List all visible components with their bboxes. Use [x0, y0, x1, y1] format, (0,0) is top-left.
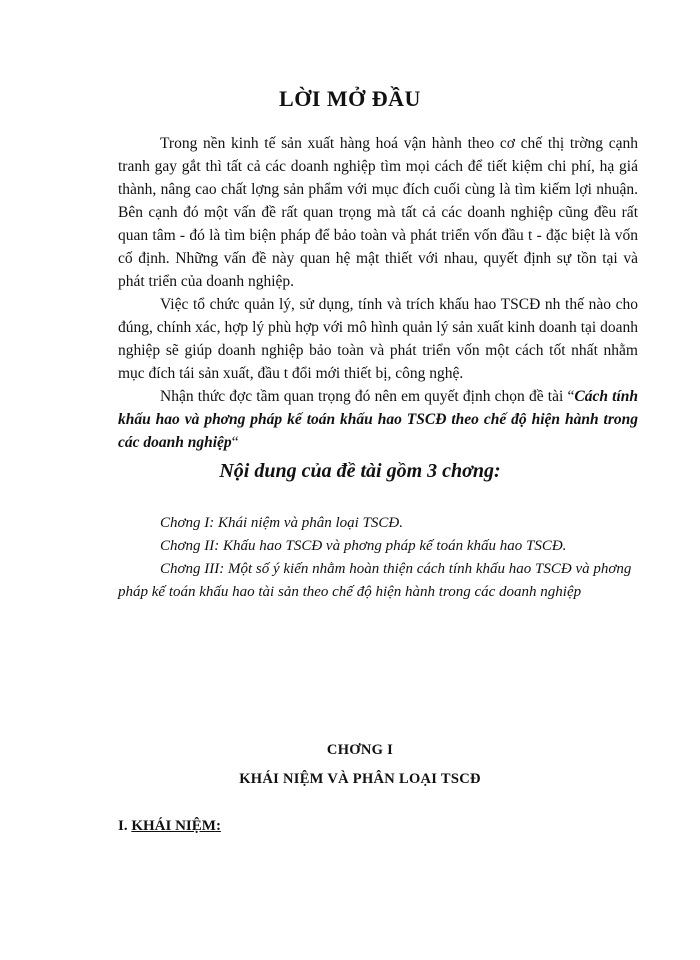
- intro-section: [118, 132, 638, 454]
- chapter-list-item-2: Chơng II: Khấu hao TSCĐ và phơng pháp kế toán khấu hao TSCĐ.: [160, 538, 567, 554]
- topic-paragraph: [118, 385, 638, 454]
- chapter-list-item-3: Chơng III: Một số ý kiến nhằm hoàn thiện cách tính khấu hao TSCĐ và phơng pháp kế toán khấu hao tài sản theo chế độ hiện hành trong các doanh nghiệp: [118, 561, 632, 600]
- page-title: LỜI MỞ ĐẦU: [279, 86, 421, 111]
- topic-close: “: [231, 434, 239, 451]
- section-prefix: I.: [118, 818, 128, 834]
- intro-paragraph-2: Việc tổ chức quản lý, sử dụng, tính và trích khấu hao TSCĐ nh thế nào cho đúng, chính xác, hợp lý phù hợp với mô hình quản lý sản xuất kinh doanh tại doanh nghiệp sẽ giúp doanh nghiệp bảo toàn và phát triển vốn một cách tốt nhất nhằm mục đích tái sản xuất, đầu t đổi mới thiết bị, công nghệ.: [118, 296, 638, 382]
- content-heading: Nội dung của đề tài gồm 3 chơng:: [219, 460, 501, 482]
- chapter-title: KHÁI NIỆM VÀ PHÂN LOẠI TSCĐ: [239, 771, 481, 787]
- chapter-list: [118, 512, 638, 604]
- section-heading: [118, 818, 221, 835]
- section-suffix: :: [215, 818, 221, 834]
- chapter-list-item-1: Chơng I: Khái niệm và phân loại TSCĐ.: [160, 515, 404, 531]
- section-title: KHÁI NIỆM: [131, 818, 216, 834]
- intro-paragraph-1: Trong nền kinh tế sản xuất hàng hoá vận hành theo cơ chế thị trờng cạnh tranh gay gắt thì tất cả các doanh nghiệp tìm mọi cách để tiết kiệm chi phí, hạ giá thành, nâng cao chất lợng sản phẩm với mục đích cuối cùng là tìm kiếm lợi nhuận. Bên cạnh đó một vấn đề rất quan trọng mà tất cả các doanh nghiệp cũng đều rất quan tâm - đó là tìm biện pháp để bảo toàn và phát triển vốn đầu t - đặc biệt là vốn cố định. Những vấn đề này quan hệ mật thiết với nhau, quyết định sự tồn tại và phát triển của doanh nghiệp.: [118, 135, 638, 290]
- topic-title: Cách tính khấu hao và phơng pháp kế toán khấu hao TSCĐ theo chế độ hiện hành trong các doanh nghiệp: [118, 388, 638, 451]
- chapter-number: CHƠNG I: [326, 742, 394, 758]
- topic-intro: Nhận thức đợc tầm quan trọng đó nên em quyết định chọn đề tài “: [160, 388, 575, 405]
